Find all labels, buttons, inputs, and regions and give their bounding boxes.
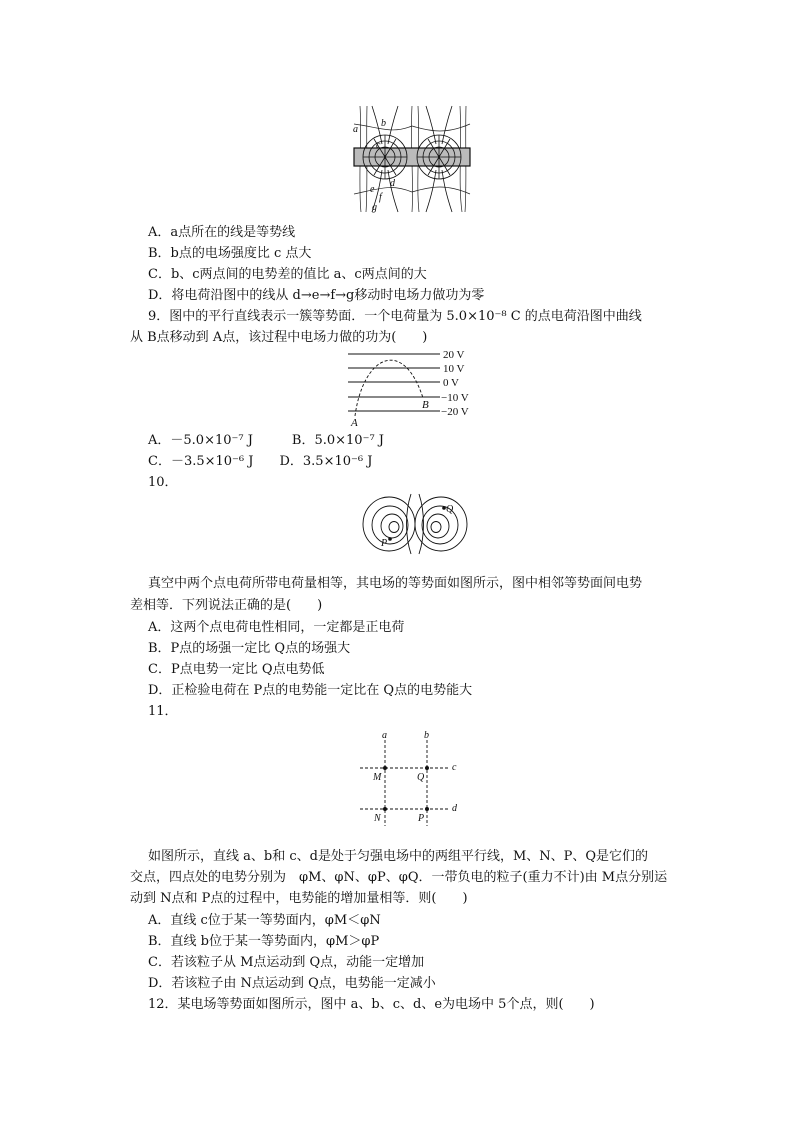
fig1-label-e: e	[370, 184, 375, 195]
q9-label-neg10v: −10 V	[441, 392, 469, 404]
fig1-label-b: b	[381, 118, 386, 129]
fig1-label-c: c	[376, 140, 381, 151]
fig1-label-g: g	[372, 202, 377, 213]
equipotential-figure-q9	[345, 346, 480, 428]
q11-line-a: a	[382, 730, 387, 741]
equipotential-figure-q10	[359, 492, 471, 556]
q9-label-20v: 20 V	[443, 349, 465, 361]
q10-option-b: B．P点的场强一定比 Q点的场强大	[148, 641, 351, 656]
q9-options-row2: C．－3.5×10⁻⁶ J D．3.5×10⁻⁶ J	[148, 454, 373, 469]
q10-point-p: P	[381, 538, 388, 549]
q8-option-a: A．a点所在的线是等势线	[148, 225, 296, 240]
q10-option-d: D．正检验电荷在 P点的电势能一定比在 Q点的电势能大	[148, 683, 473, 698]
q9-point-b: B	[422, 399, 429, 411]
q10-point-q: Q	[446, 504, 454, 515]
q9-label-neg20v: −20 V	[441, 406, 469, 418]
q11-line-d: d	[452, 803, 457, 814]
q8-option-c: C．b、c两点间的电势差的值比 a、c两点间的大	[148, 267, 427, 282]
q11-option-d: D．若该粒子由 N点运动到 Q点，电势能一定减小	[148, 976, 436, 991]
q10-number: 10．	[148, 475, 178, 490]
q10-option-c: C．P点电势一定比 Q点电势低	[148, 662, 325, 677]
q10-option-a: A．这两个点电荷电性相同，一定都是正电荷	[148, 620, 405, 635]
fig1-label-d: d	[390, 178, 395, 189]
q11-option-b: B．直线 b位于某一等势面内，φM＞φP	[148, 934, 380, 949]
q11-point-n: N	[374, 813, 381, 824]
q10-stem-line1: 真空中两个点电荷所带电荷量相等，其电场的等势面如图所示，图中相邻等势面间电势	[148, 576, 643, 591]
fig1-label-f: f	[379, 192, 382, 203]
q9-options-row1: A．－5.0×10⁻⁷ J B．5.0×10⁻⁷ J	[148, 433, 384, 448]
q9-point-a: A	[351, 417, 358, 428]
q11-option-a: A．直线 c位于某一等势面内，φM＜φN	[148, 913, 381, 928]
q11-stem-line3: 动到 N点和 P点的过程中，电势能的增加量相等．则( )	[130, 891, 468, 906]
q11-line-b: b	[424, 730, 429, 741]
q11-stem-line2: 交点，四点处的电势分别为 φM、φN、φP、φQ．一带负电的粒子(重力不计)由 M点分别运	[130, 870, 668, 885]
q11-point-p: P	[418, 813, 425, 824]
grid-figure-q11	[360, 730, 466, 826]
q8-option-b: B．b点的电场强度比 c 点大	[148, 246, 312, 261]
fig1-label-a: a	[353, 124, 358, 135]
q11-point-m: M	[373, 772, 382, 783]
q12-stem: 12．某电场等势面如图所示，图中 a、b、c、d、e为电场中 5个点，则( )	[148, 997, 595, 1012]
q11-point-q: Q	[417, 772, 425, 783]
q10-stem-line2: 差相等．下列说法正确的是( )	[130, 598, 323, 613]
q11-option-c: C．若该粒子从 M点运动到 Q点，动能一定增加	[148, 955, 425, 970]
q11-line-c: c	[452, 762, 457, 773]
q9-stem-line2: 从 B点移动到 A点，该过程中电场力做的功为( )	[130, 330, 428, 345]
q9-stem-line1: 9．图中的平行直线表示一簇等势面．一个电荷量为 5.0×10⁻⁸ C 的点电荷沿图中曲线	[148, 309, 642, 324]
q9-label-10v: 10 V	[443, 363, 465, 375]
q8-option-d: D．将电荷沿图中的线从 d→e→f→g移动时电场力做功为零	[148, 288, 485, 303]
q11-stem-line1: 如图所示，直线 a、b和 c、d是处于匀强电场中的两组平行线，M、N、P、Q是它们的	[148, 849, 649, 864]
q11-number: 11．	[148, 704, 178, 719]
q9-label-0v: 0 V	[443, 377, 459, 389]
field-figure-1	[352, 104, 472, 214]
